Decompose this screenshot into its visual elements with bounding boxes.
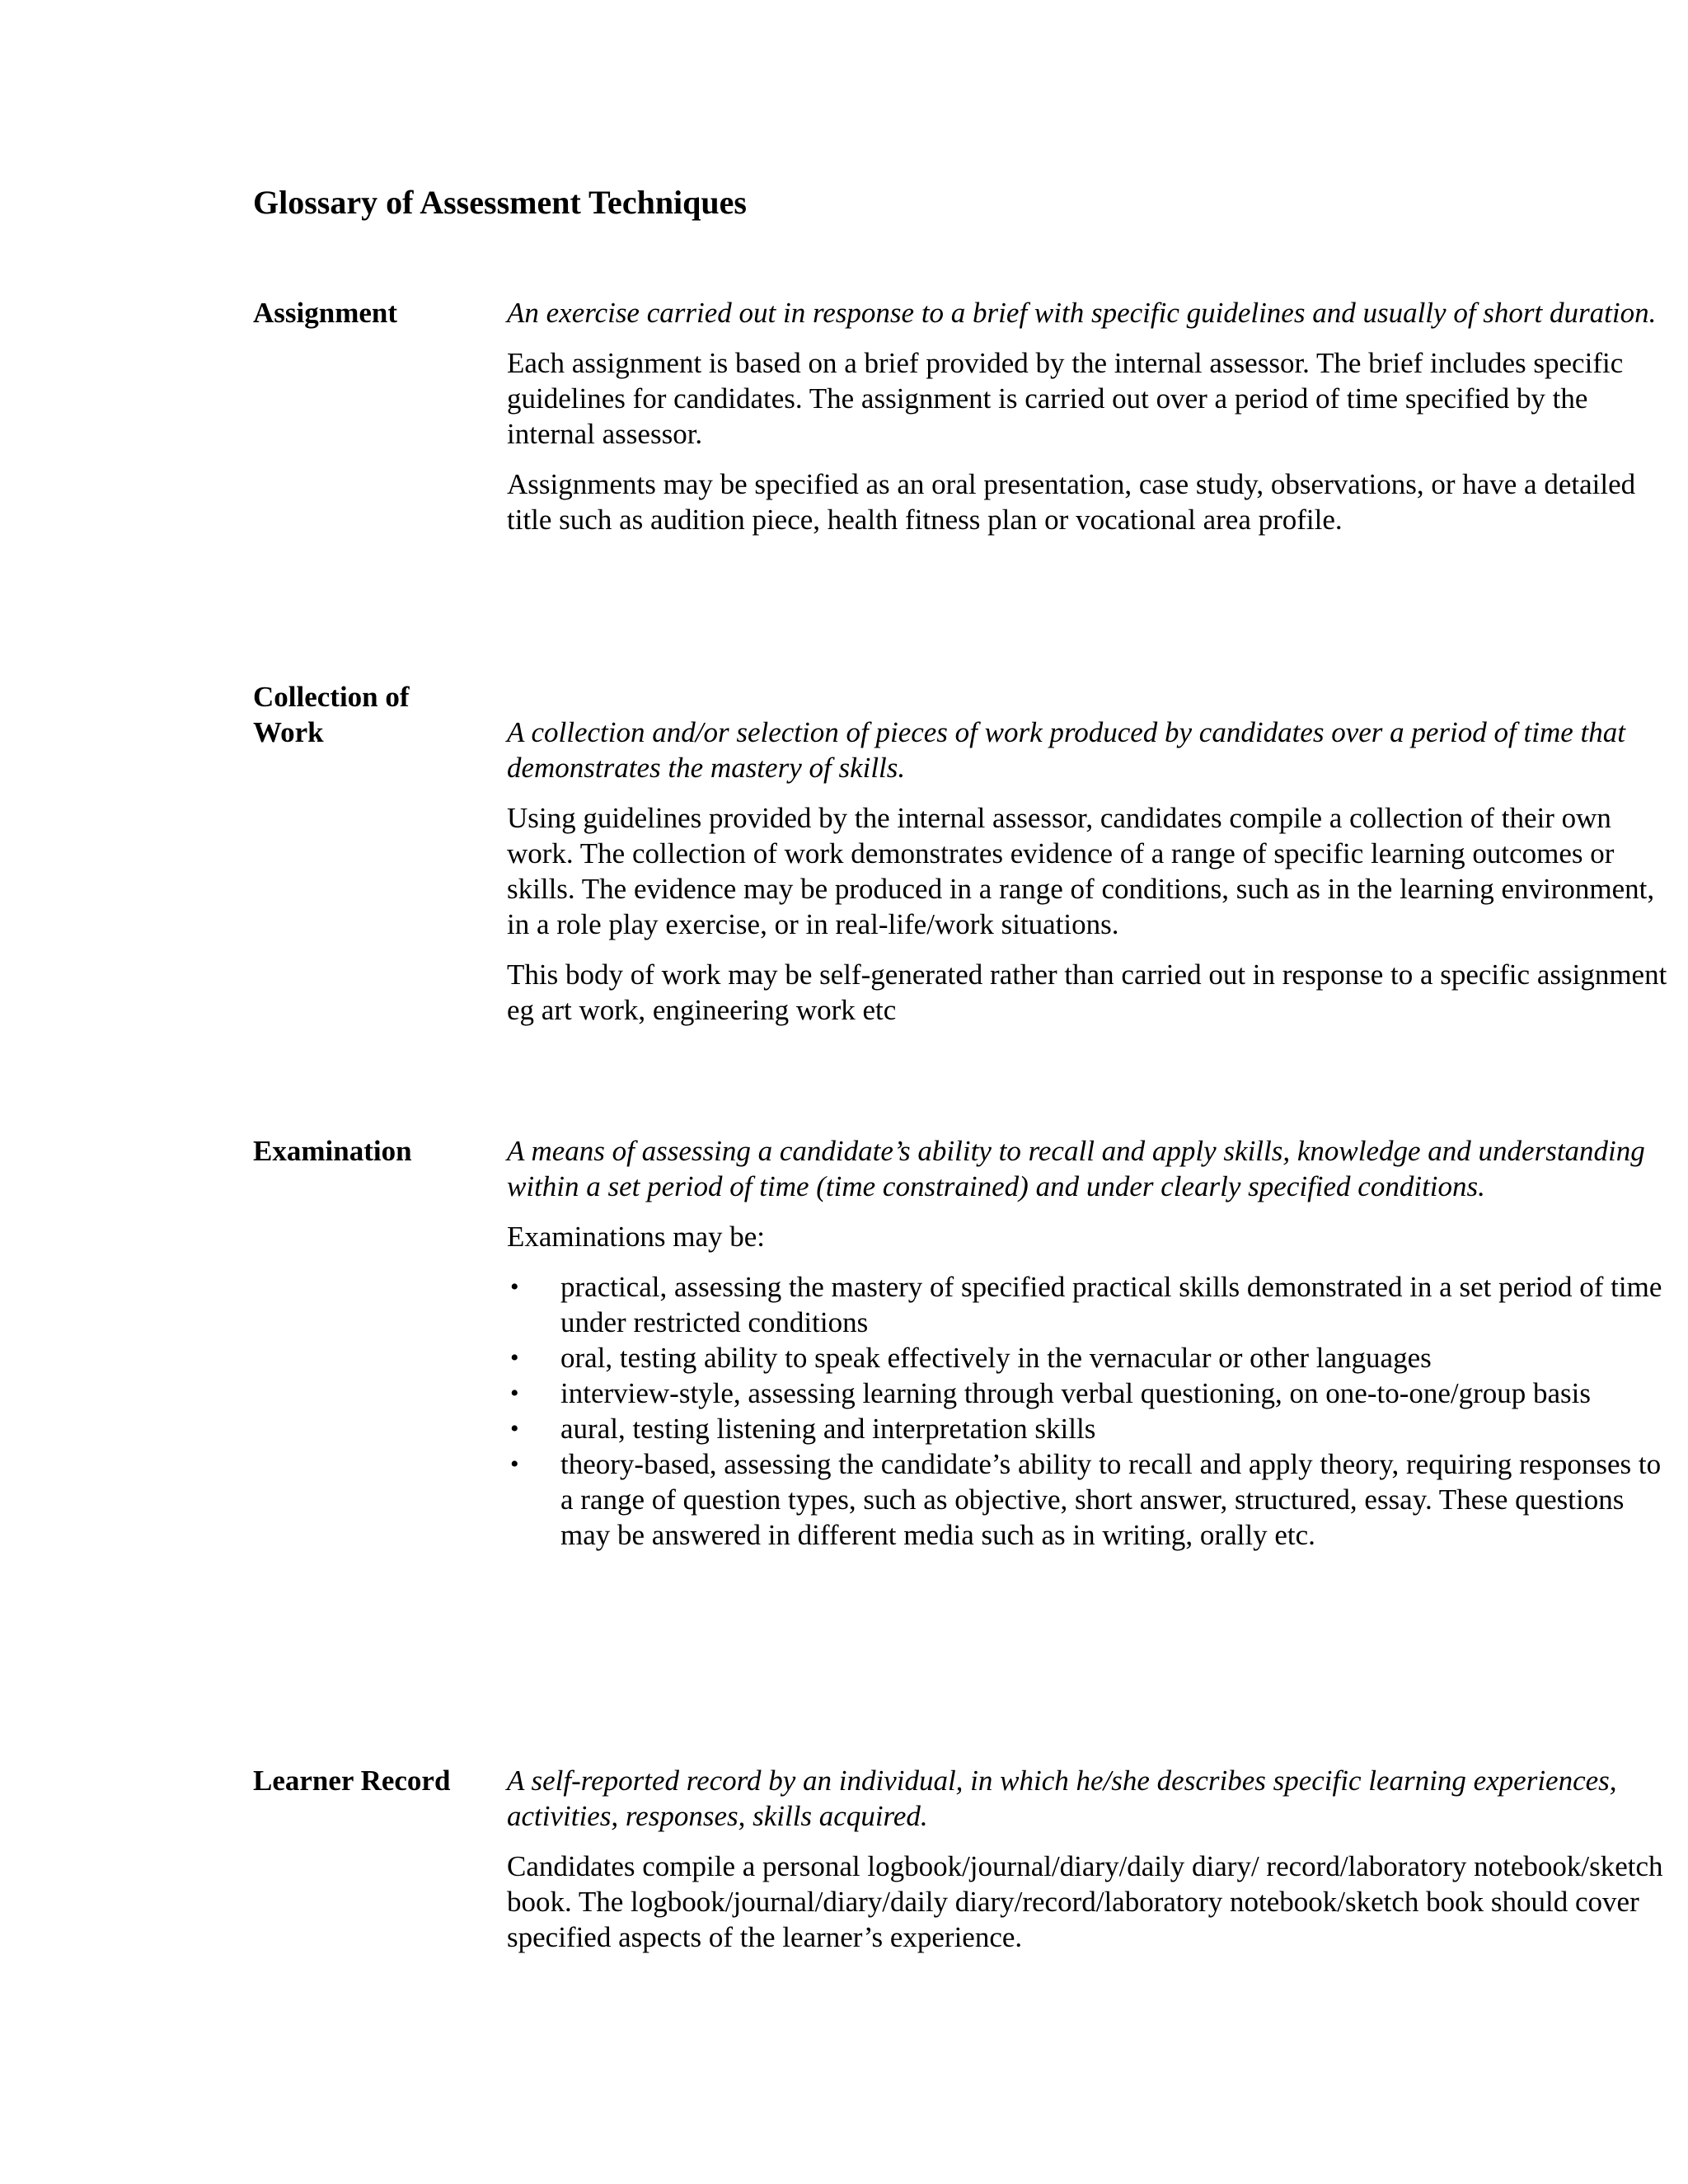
body-paragraph: Candidates compile a personal logbook/journal/diary/daily diary/ record/laboratory notebook/sketch book. The logbook/journal/diary/daily diary/record/laboratory notebook/sketch book should cover specified aspects of the learner’s experience.: [507, 1850, 1663, 1953]
bullet-icon: •: [510, 1415, 519, 1442]
entry-body: [507, 715, 1677, 1028]
list-item: • aural, testing listening and interpretation skills: [510, 1413, 1096, 1445]
entry-body: [507, 1133, 1677, 1553]
term-examination: Examination: [253, 1135, 412, 1167]
list-item: • theory-based, assessing the candidate’s ability to recall and apply theory, requiring responses to a range of question types, such as objective, short answer, structured, essay. These questions may be answered in different media such as in writing, orally etc.: [510, 1448, 1662, 1551]
bullet-icon: •: [510, 1451, 519, 1478]
list-item: • interview-style, assessing learning through verbal questioning, on one-to-one/group basis: [510, 1377, 1592, 1409]
bullet-list: [507, 1269, 1677, 1553]
definition-text: A self-reported record by an individual, in which he/she describes specific learning experiences, activities, responses, skills acquired.: [507, 1765, 1617, 1832]
definition-text: A collection and/or selection of pieces of work produced by candidates over a period of time that demonstrates the mastery of skills.: [507, 716, 1625, 784]
body-paragraph: Assignments may be specified as an oral presentation, case study, observations, or have a detailed title such as audition piece, health fitness plan or vocational area profile.: [507, 468, 1636, 536]
entry-body: [507, 1763, 1677, 1955]
term-collection-of-work: Collection of Work: [253, 681, 410, 748]
definition-text: An exercise carried out in response to a brief with specific guidelines and usually of short duration.: [507, 297, 1657, 329]
list-item: • practical, assessing the mastery of specified practical skills demonstrated in a set period of time under restricted conditions: [510, 1271, 1662, 1338]
bullet-icon: •: [510, 1344, 519, 1371]
entry-body: [507, 295, 1677, 537]
list-item: • oral, testing ability to speak effectively in the vernacular or other languages: [510, 1342, 1432, 1374]
bullet-icon: •: [510, 1380, 519, 1407]
body-paragraph: Each assignment is based on a brief provided by the internal assessor. The brief includes specific guidelines for candidates. The assignment is carried out over a period of time specified by the internal assessor.: [507, 347, 1624, 450]
page-title: Glossary of Assessment Techniques: [253, 184, 747, 221]
body-paragraph: Examinations may be:: [507, 1221, 765, 1253]
definition-text: A means of assessing a candidate’s ability to recall and apply skills, knowledge and understanding within a set period of time (time constrained) and under clearly specified conditions.: [507, 1135, 1645, 1202]
term-learner-record: Learner Record: [253, 1765, 451, 1797]
body-paragraph: Using guidelines provided by the internal assessor, candidates compile a collection of their own work. The collection of work demonstrates evidence of a range of specific learning outcomes or skills. The evidence may be produced in a range of conditions, such as in the learning environment, in a role play exercise, or in real-life/work situations.: [507, 802, 1655, 940]
term-assignment: Assignment: [253, 297, 398, 329]
bullet-icon: •: [510, 1273, 519, 1301]
body-paragraph: This body of work may be self-generated rather than carried out in response to a specific assignment eg art work, engineering work etc: [507, 958, 1667, 1026]
